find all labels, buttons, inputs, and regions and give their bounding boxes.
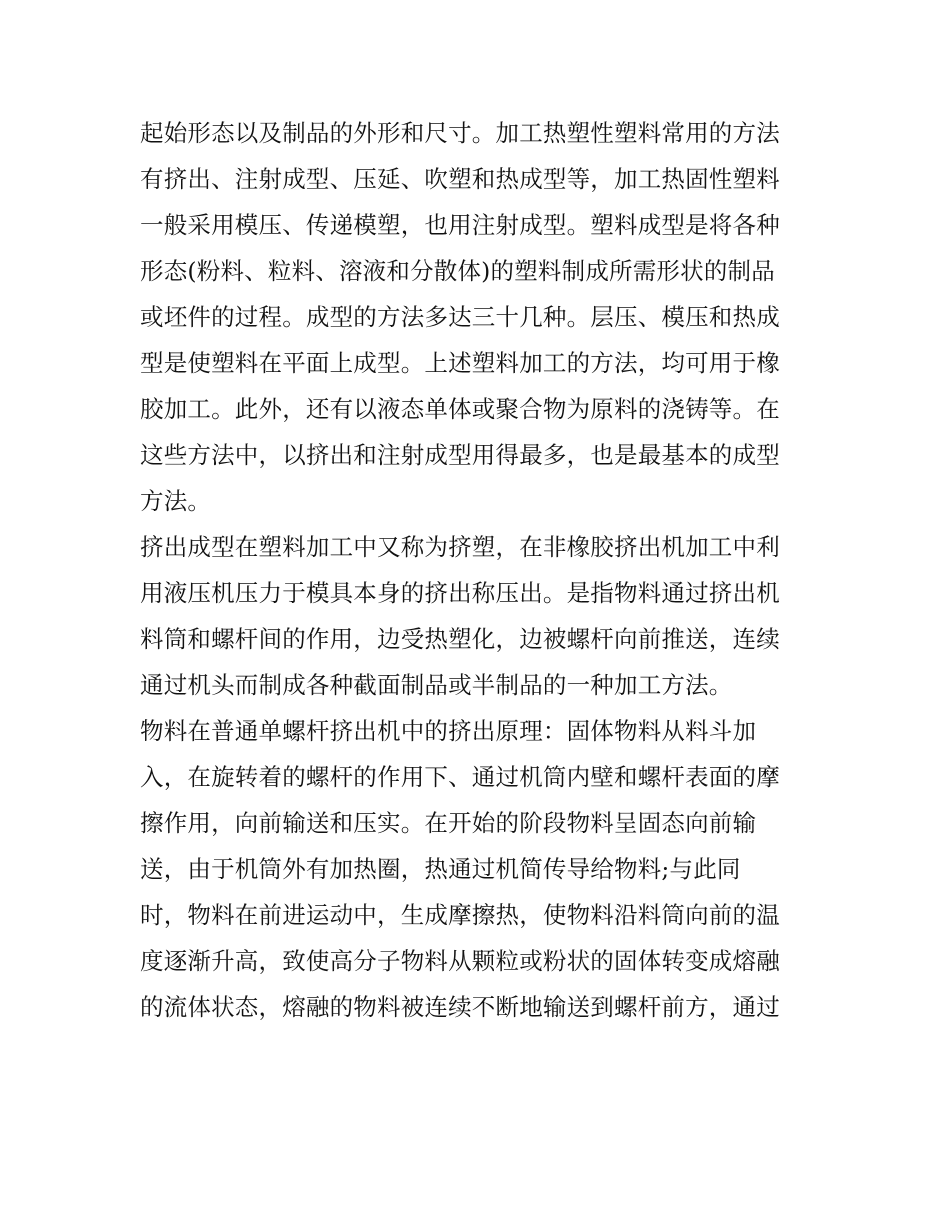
text-line: 胶加工。此外，还有以液态单体或聚合物为原料的浇铸等。在 xyxy=(140,395,780,423)
text-line: 型是使塑料在平面上成型。上述塑料加工的方法，均可用于橡 xyxy=(140,349,780,377)
text-line: 形态(粉料、粒料、溶液和分散体)的塑料制成所需形状的制品 xyxy=(140,257,775,285)
text-line: 这些方法中，以挤出和注射成型用得最多，也是最基本的成型 xyxy=(140,441,780,469)
text-line: 或坯件的过程。成型的方法多达三十几种。层压、模压和热成 xyxy=(140,303,780,331)
text-line: 擦作用，向前输送和压实。在开始的阶段物料呈固态向前输 xyxy=(140,809,757,837)
document-body xyxy=(140,110,820,1030)
text-line: 送，由于机筒外有加热圈，热通过机简传导给物料;与此同 xyxy=(140,855,741,883)
text-line: 度逐渐升高，致使高分子物料从颗粒或粉状的固体转变成熔融 xyxy=(140,947,780,975)
text-line: 方法。 xyxy=(140,487,212,515)
text-line: 起始形态以及制品的外形和尺寸。加工热塑性塑料常用的方法 xyxy=(140,119,780,147)
text-line: 的流体状态，熔融的物料被连续不断地输送到螺杆前方，通过 xyxy=(140,993,780,1021)
text-line: 入，在旋转着的螺杆的作用下、通过机筒内壁和螺杆表面的摩 xyxy=(140,763,780,791)
text-line: 一般采用模压、传递模塑，也用注射成型。塑料成型是将各种 xyxy=(140,211,780,239)
text-line: 时，物料在前进运动中，生成摩擦热，使物料沿料筒向前的温 xyxy=(140,901,780,929)
text-line: 有挤出、注射成型、压延、吹塑和热成型等，加工热固性塑料 xyxy=(140,165,780,193)
text-line: 挤出成型在塑料加工中又称为挤塑，在非橡胶挤出机加工中利 xyxy=(140,533,780,561)
text-line: 料筒和螺杆间的作用，边受热塑化，边被螺杆向前推送，连续 xyxy=(140,625,780,653)
text-line: 物料在普通单螺杆挤出机中的挤出原理：固体物料从料斗加 xyxy=(140,717,757,745)
text-line: 通过机头而制成各种截面制品或半制品的一种加工方法。 xyxy=(140,671,733,699)
text-line: 用液压机压力于模具本身的挤出称压出。是指物料通过挤出机 xyxy=(140,579,780,607)
